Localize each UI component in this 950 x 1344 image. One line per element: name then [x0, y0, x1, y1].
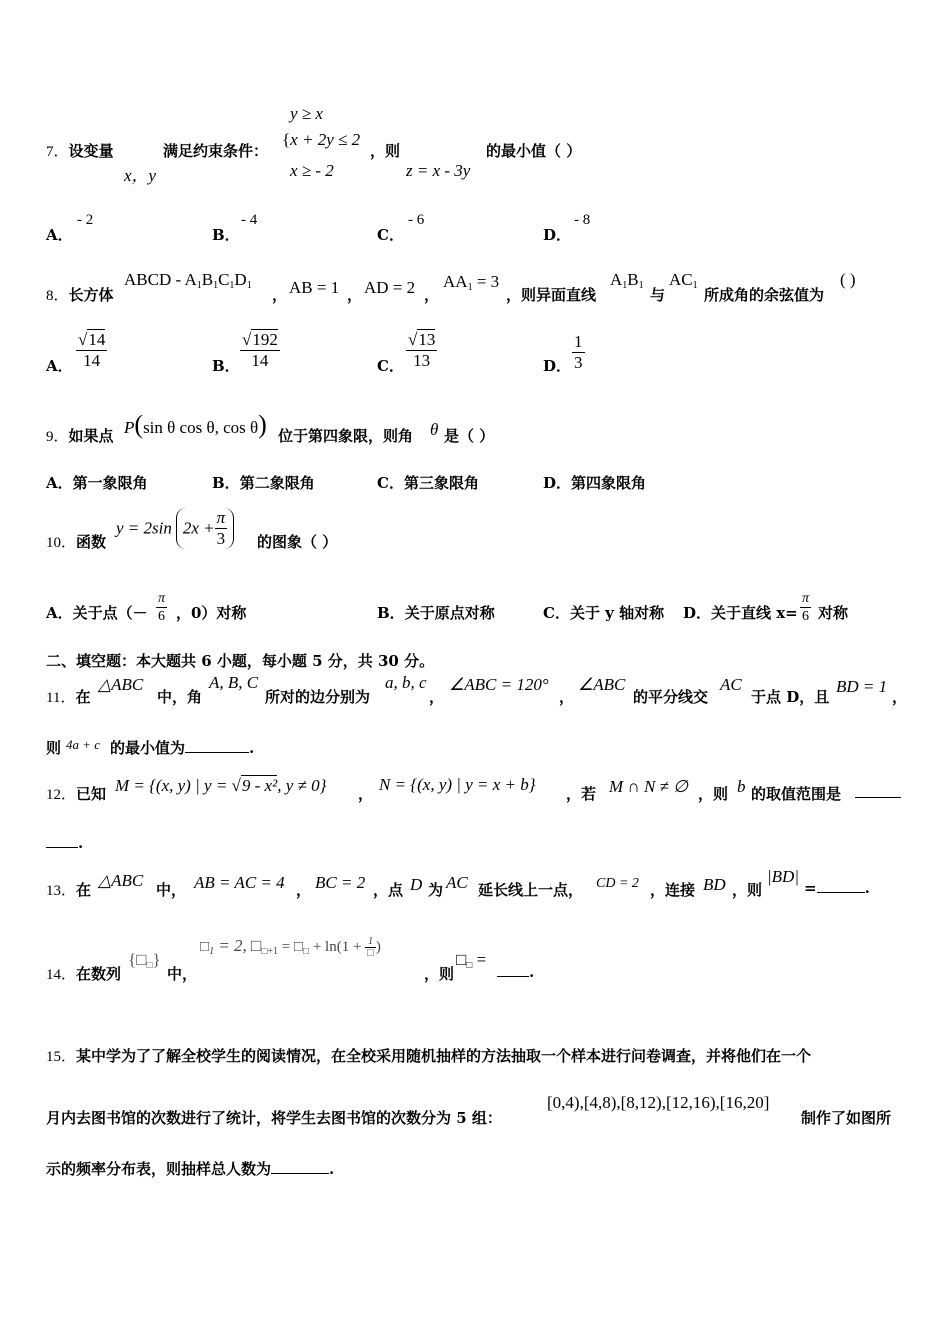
q11-text-7: 则 — [46, 739, 62, 757]
q14-recurrence — [200, 936, 381, 959]
q13-eq-1: AB = AC = 4 — [194, 873, 285, 892]
q7-option-b — [212, 224, 240, 245]
q13-bd: BD — [703, 875, 726, 894]
q10-option-a-pre: 关于点（－ — [72, 604, 148, 622]
q12-comma: ， — [358, 785, 374, 803]
q9-option-a-label: A． — [46, 474, 73, 492]
q8-option-a-sqrt: √ — [78, 330, 88, 349]
q10-pi: π — [216, 508, 226, 527]
q8-option-c: C． — [377, 357, 404, 375]
q12-text-1: 已知 — [76, 785, 107, 803]
q7-brace-constraint-2 — [282, 130, 360, 150]
q8-option-b-den: 14 — [251, 351, 269, 370]
q9-option-b — [212, 472, 315, 493]
q14-rec-d: = □ — [278, 939, 304, 955]
q7-option-d-value: - 8 — [574, 212, 591, 228]
q9-point-p: P — [124, 418, 135, 437]
q7-constraint-2: x + 2y ≤ 2 — [290, 130, 361, 149]
q9-option-c — [377, 472, 479, 493]
q14-rec-g: 1 — [365, 936, 376, 948]
q13-text-8: = — [804, 879, 817, 897]
q10-number: 10． — [46, 535, 77, 551]
q9-option-d-text: 第四象限角 — [571, 474, 647, 492]
q11-expression: 4a + c — [66, 737, 101, 752]
q7-option-d — [543, 224, 571, 245]
q9-number: 9． — [46, 429, 69, 445]
q14-rec-i: ) — [375, 939, 381, 955]
q8-option-b-value — [240, 330, 280, 371]
q9-option-a — [46, 472, 148, 493]
q14-rec-h: □ — [367, 947, 374, 960]
q9-stem — [46, 425, 114, 446]
q8-line-1-a: A — [610, 270, 623, 289]
q13-text-9: . — [864, 879, 870, 897]
q12-answer-end — [46, 834, 83, 852]
q11-text-5: 于点 D，且 — [751, 688, 830, 706]
q8-aa — [443, 272, 499, 293]
q12-condition: M ∩ N ≠ ∅ — [609, 777, 688, 796]
q8-box-b: B — [201, 270, 214, 289]
q10-option-d-pre: 关于直线 x= — [711, 604, 798, 622]
q11-angle-2: ∠ABC — [578, 675, 626, 694]
q10-fraction — [215, 508, 228, 549]
q7-option-c-value: - 6 — [408, 212, 425, 228]
q10-option-c — [543, 602, 664, 623]
q13-abs-bd: |BD| — [767, 867, 800, 886]
q14-an-eq: = — [472, 950, 487, 969]
q8-box-d: D — [234, 270, 247, 289]
q11-answer-blank[interactable] — [185, 752, 249, 753]
q14-seq-close: } — [152, 950, 161, 969]
q8-number: 8． — [46, 288, 69, 304]
q11-stem — [46, 686, 90, 707]
q14-rec-frac — [365, 936, 376, 959]
q12-set-m-head: M = {(x, y) | y = — [115, 776, 232, 795]
q8-option-d-num: 1 — [574, 332, 583, 351]
q13-answer-blank[interactable] — [817, 892, 865, 893]
q8-option-c-den: 13 — [413, 351, 431, 370]
q11-angle-value: ∠ABC = 120° — [449, 675, 549, 694]
q11-number: 11． — [46, 690, 76, 706]
q10-option-b — [377, 602, 495, 623]
q11-comma-1: ， — [429, 688, 445, 706]
q13-stem — [46, 879, 91, 900]
q10-three: 3 — [216, 529, 226, 548]
q11-text-1: 在 — [75, 688, 91, 706]
q13-d: D — [410, 875, 423, 894]
q14-text-4: . — [529, 963, 535, 981]
q8-option-a-den: 14 — [83, 351, 101, 370]
q8-text-3: 与 — [650, 286, 666, 304]
q8-option-a-value — [76, 330, 107, 371]
q11-sides: a, b, c — [385, 673, 427, 692]
q13-cd: CD = 2 — [596, 876, 639, 891]
q11-answer-line — [110, 737, 254, 758]
q8-option-d: D． — [543, 357, 572, 375]
q9-option-d-label: D． — [543, 474, 572, 492]
q10-option-d-den: 6 — [802, 609, 809, 624]
q13-comma: ， — [296, 881, 312, 899]
q8-option-b-sqrt: √ — [242, 330, 252, 349]
q14-sequence — [128, 950, 161, 971]
q15-intervals: [0,4),[4,8),[8,12),[12,16),[16,20] — [547, 1093, 770, 1112]
q7-text-3: ，则 — [370, 142, 401, 160]
q7-variables: x，y — [124, 166, 157, 185]
q9-theta: θ — [430, 420, 439, 439]
q9-paren-close: ) — [258, 410, 267, 439]
q8-option-d-value — [572, 332, 585, 373]
q8-line-2 — [669, 270, 698, 291]
q14-text-2: 中， — [167, 965, 198, 983]
q9-option-c-text: 第三象限角 — [403, 474, 479, 492]
q9-text-3: 是（ ） — [444, 427, 495, 445]
q11-text-4: 的平分线交 — [633, 688, 709, 706]
q11-text-8: 的最小值为 — [110, 739, 186, 757]
q10-text-1: 函数 — [76, 533, 107, 551]
q7-option-b-value: - 4 — [241, 212, 258, 228]
q11-angles: A, B, C — [209, 673, 259, 692]
q7-option-d-label: D． — [543, 226, 572, 244]
q12-answer-blank-1[interactable] — [855, 797, 901, 798]
q13-text-7: ，则 — [732, 881, 763, 899]
q8-box-sub-4: 1 — [246, 280, 252, 291]
q9-text-2: 位于第四象限，则角 — [278, 427, 414, 445]
q10-option-a-pi: π — [158, 591, 166, 606]
q8-line-1 — [610, 270, 644, 291]
q14-rec-e-sub: □ — [303, 946, 310, 957]
q7-option-c — [377, 224, 404, 245]
q13-ac: AC — [446, 873, 468, 892]
q12-sqrt: √ — [231, 776, 241, 795]
q12-set-n: N = {(x, y) | y = x + b} — [379, 775, 536, 794]
q15-line-2-end: 制作了如图所 — [801, 1109, 892, 1127]
q8-line-1-sub-2: 1 — [638, 280, 644, 291]
q10-option-d-frac — [800, 590, 811, 625]
q9-point-coords: sin θ cos θ, cos θ — [143, 418, 259, 437]
q14-an-a: □ — [456, 950, 467, 969]
q8-ab: AB = 1 — [289, 278, 340, 297]
q7-text-4: 的最小值（ ） — [486, 142, 582, 160]
q9-option-b-label: B． — [212, 474, 240, 492]
q8-line-2-a: AC — [669, 270, 693, 289]
q8-comma-1: ， — [272, 286, 288, 304]
q12-text-3: ，则 — [698, 785, 729, 803]
q14-answer-blank[interactable] — [497, 976, 529, 977]
q10-arg: 2x + — [182, 518, 215, 538]
q10-stem — [46, 531, 106, 552]
q14-text-1: 在数列 — [76, 965, 122, 983]
q12-number: 12． — [46, 787, 77, 803]
q8-option-a: A． — [46, 357, 73, 375]
q13-triangle: △ABC — [98, 871, 144, 890]
q10-option-a-den: 6 — [158, 609, 165, 624]
q14-rec-a: □ — [200, 939, 210, 955]
q10-option-d-label: D． — [683, 604, 712, 622]
q8-aa-sub: 1 — [467, 282, 473, 293]
q14-stem — [46, 963, 121, 984]
q8-box — [124, 270, 252, 291]
q8-aa-label: AA — [443, 272, 468, 291]
q10-function — [116, 508, 234, 552]
q14-answer-line — [497, 963, 534, 981]
q7-stem — [46, 140, 114, 161]
q8-option-a-num: 14 — [88, 330, 106, 349]
q12-stem — [46, 783, 106, 804]
q8-box-c: C — [218, 270, 230, 289]
q13-answer-line — [804, 879, 870, 897]
q14-text-3: ，则 — [424, 965, 455, 983]
q9-option-a-text: 第一象限角 — [72, 474, 148, 492]
q13-text-2: 中， — [156, 881, 187, 899]
q15-number: 15． — [46, 1049, 77, 1065]
q13-number: 13． — [46, 883, 77, 899]
q7-option-a-label: A． — [46, 226, 73, 244]
q12-b: b — [737, 777, 746, 796]
q10-fn: y = 2sin — [116, 518, 172, 538]
q14-an — [456, 950, 486, 971]
q8-box-sub-3: 1 — [229, 280, 235, 291]
q9-text-1: 如果点 — [68, 427, 114, 445]
q10-text-2: 的图象（ ） — [257, 533, 338, 551]
q8-stem — [46, 284, 114, 305]
q7-text-1: 设变量 — [68, 142, 114, 160]
q12-text-5: . — [78, 834, 84, 852]
q10-option-d — [683, 602, 798, 623]
q10-option-b-text: 关于原点对称 — [404, 604, 495, 622]
q8-comma-2: ， — [347, 286, 363, 304]
q13-text-5: 延长线上一点， — [478, 881, 584, 899]
q10-option-c-text: 关于 y 轴对称 — [569, 604, 665, 622]
q10-option-a-frac — [156, 590, 167, 625]
q7-brace: { — [282, 130, 291, 149]
q10-option-d-post: 对称 — [818, 604, 849, 622]
q8-box-a: ABCD - A — [124, 270, 197, 289]
q8-text-4: 所成角的余弦值为 — [704, 286, 825, 304]
q10-option-a-label: A． — [46, 604, 73, 622]
q9-option-b-text: 第二象限角 — [239, 474, 315, 492]
q14-rec-a-sub: 1 — [209, 946, 215, 957]
q8-option-b: B． — [212, 357, 240, 375]
q7-constraint-1: y ≥ x — [290, 104, 323, 123]
q12-radicand: 9 - x² — [241, 776, 278, 795]
q7-option-a-value: - 2 — [77, 212, 94, 228]
q10-option-c-label: C． — [543, 604, 570, 622]
q8-box-sub-1: 1 — [196, 280, 202, 291]
q8-aa-value: = 3 — [472, 272, 500, 291]
q8-line-1-sub-1: 1 — [622, 280, 628, 291]
q14-rec-f: + ln(1 + — [309, 939, 366, 955]
q7-objective: z = x - 3y — [406, 161, 471, 180]
q8-option-d-den: 3 — [574, 353, 583, 372]
q9-paren-open: ( — [134, 410, 144, 439]
q12-set-m-tail: , y ≠ 0} — [277, 776, 327, 795]
q12-text-2: ，若 — [566, 785, 597, 803]
q8-box-sub-2: 1 — [213, 280, 219, 291]
q15-text-1: 某中学为了了解全校学生的阅读情况，在全校采用随机抽样的方法抽取一个样本进行问卷调查，并将他们在一个 — [76, 1047, 812, 1065]
q11-text-6: ， — [892, 688, 908, 706]
q8-option-c-value — [406, 330, 437, 371]
q13-eq-2: BC = 2 — [315, 873, 366, 892]
q10-option-a — [46, 602, 148, 623]
q11-comma-2: ， — [559, 688, 575, 706]
q7-option-a — [46, 224, 73, 245]
q7-number: 7． — [46, 144, 69, 160]
q12-set-m — [115, 776, 326, 796]
q8-option-b-num: 192 — [252, 330, 278, 349]
q11-triangle: △ABC — [98, 675, 144, 694]
q8-ad: AD = 2 — [364, 278, 416, 297]
q8-text-1: 长方体 — [68, 286, 114, 304]
q8-option-c-num: 13 — [418, 330, 436, 349]
q14-rec-c-sub: □+1 — [261, 946, 278, 957]
section-heading-fill-in: 二、填空题：本大题共 6 小题，每小题 5 分，共 30 分。 — [46, 652, 435, 670]
q13-text-6: ，连接 — [650, 881, 696, 899]
q12-text-4: 的取值范围是 — [751, 785, 842, 803]
q10-option-a-post: ，0）对称 — [176, 604, 247, 622]
q9-option-d — [543, 472, 646, 493]
q7-option-c-label: C． — [377, 226, 404, 244]
q15-line-2: 月内去图书馆的次数进行了统计，将学生去图书馆的次数分为 5 组： — [46, 1109, 502, 1127]
q8-line-1-b: B — [627, 270, 639, 289]
q7-option-b-label: B． — [212, 226, 240, 244]
q8-answer-paren: ( ) — [840, 270, 856, 289]
q15-text-end: . — [329, 1160, 335, 1178]
q13-text-4: 为 — [428, 881, 444, 899]
q8-option-c-sqrt: √ — [408, 330, 418, 349]
q15-line-3 — [46, 1158, 334, 1179]
q12-answer-blank-2[interactable] — [46, 847, 78, 848]
q15-line-1 — [46, 1045, 811, 1066]
q11-text-2: 中，角 — [157, 688, 203, 706]
q13-text-3: ，点 — [373, 881, 404, 899]
q7-constraint-3: x ≥ - 2 — [290, 161, 334, 180]
q14-seq-sub: □ — [146, 960, 153, 971]
q13-text-1: 在 — [76, 881, 92, 899]
q8-line-2-sub: 1 — [692, 280, 698, 291]
q14-number: 14． — [46, 967, 77, 983]
q9-option-c-label: C． — [377, 474, 404, 492]
q10-paren-group — [176, 508, 234, 549]
q8-text-2: ，则异面直线 — [506, 286, 597, 304]
q9-point — [124, 410, 267, 440]
q15-text-3: 示的频率分布表，则抽样总人数为 — [46, 1160, 272, 1178]
q10-option-d-pi: π — [802, 591, 810, 606]
q11-bd: BD = 1 — [836, 677, 888, 696]
q11-text-3: 所对的边分别为 — [265, 688, 371, 706]
q7-text-2: 满足约束条件： — [163, 142, 269, 160]
q8-comma-3: ， — [424, 286, 440, 304]
q15-answer-blank[interactable] — [271, 1173, 329, 1174]
q14-rec-b: = 2, □ — [214, 936, 262, 955]
q14-an-sub: □ — [466, 960, 473, 971]
q14-seq-open: {□ — [128, 950, 147, 969]
q10-option-b-label: B． — [377, 604, 405, 622]
q11-text-9: . — [249, 739, 255, 757]
q11-ac: AC — [720, 675, 742, 694]
